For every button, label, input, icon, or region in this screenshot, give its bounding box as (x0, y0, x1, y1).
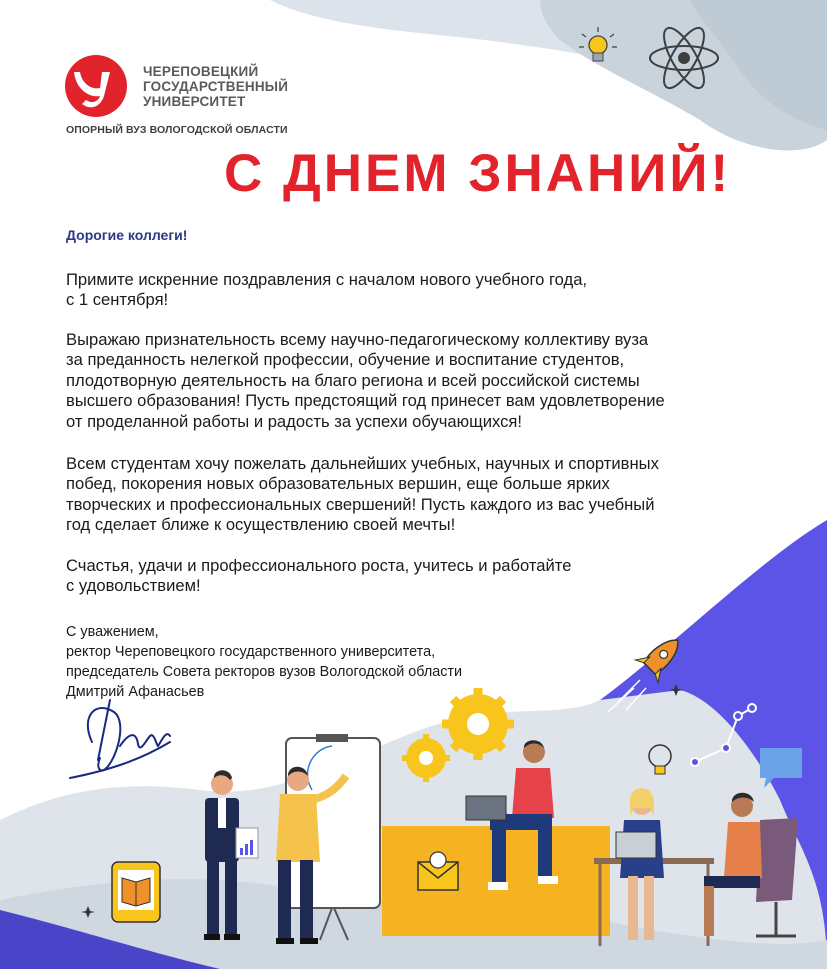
signer-name: Дмитрий Афанасьев (66, 684, 205, 700)
paragraph-line: год сделает ближе к осуществлению своей мечты! (66, 515, 456, 535)
handwritten-signature (70, 700, 170, 778)
university-logo-mark (65, 55, 127, 117)
book-icon (112, 862, 160, 922)
university-subtitle: ОПОРНЫЙ ВУЗ ВОЛОГОДСКОЙ ОБЛАСТИ (66, 124, 288, 136)
paragraph-1 (66, 270, 587, 311)
paragraph-line: от проделанной работы и радость за успехи обучающихся! (66, 411, 523, 431)
greeting: Дорогие коллеги! (66, 227, 188, 243)
paragraph-line: Счастья, удачи и профессионального роста, учитесь и работайте (66, 556, 572, 575)
university-name-line2: ГОСУДАРСТВЕННЫЙ (143, 79, 289, 94)
paragraph-line: Всем студентам хочу пожелать дальнейших учебных, научных и спортивных (66, 454, 659, 473)
paragraph-line: плодотворную деятельность на благо региона и всей российской системы (66, 370, 640, 390)
paragraph-line: Примите искренние поздравления с началом нового учебного года, (66, 270, 588, 289)
paragraph-2 (66, 330, 665, 432)
paragraph-line: высшего образования! Пусть предстоящий год принесет вам удовлетворение (66, 391, 665, 411)
paragraph-line: Выражаю признательность всему научно-педагогическому коллективу вуза (66, 330, 649, 349)
headline: С ДНЕМ ЗНАНИЙ! (224, 144, 732, 203)
university-name-line3: УНИВЕРСИТЕТ (143, 94, 246, 109)
paragraph-line: творческих и профессиональных свершений! Пусть каждого из вас учебный (66, 494, 655, 514)
signature-block (66, 622, 462, 702)
signature-line: ректор Череповецкого государственного университета, (66, 644, 436, 660)
paragraph-4 (66, 556, 571, 597)
paragraph-line: с удовольствием! (66, 576, 201, 596)
university-name-line1: ЧЕРЕПОВЕЦКИЙ (143, 64, 259, 79)
paragraph-line: побед, покорения новых образовательных вершин, еще больше ярких (66, 474, 610, 494)
paragraph-line: с 1 сентября! (66, 290, 169, 310)
signature-line: председатель Совета ректоров вузов Вологодской области (66, 664, 463, 680)
paragraph-3 (66, 454, 659, 536)
paragraph-line: за преданность нелегкой профессии, обучение и воспитание студентов, (66, 350, 625, 370)
university-name (143, 64, 288, 109)
signature-line: С уважением, (66, 624, 159, 640)
